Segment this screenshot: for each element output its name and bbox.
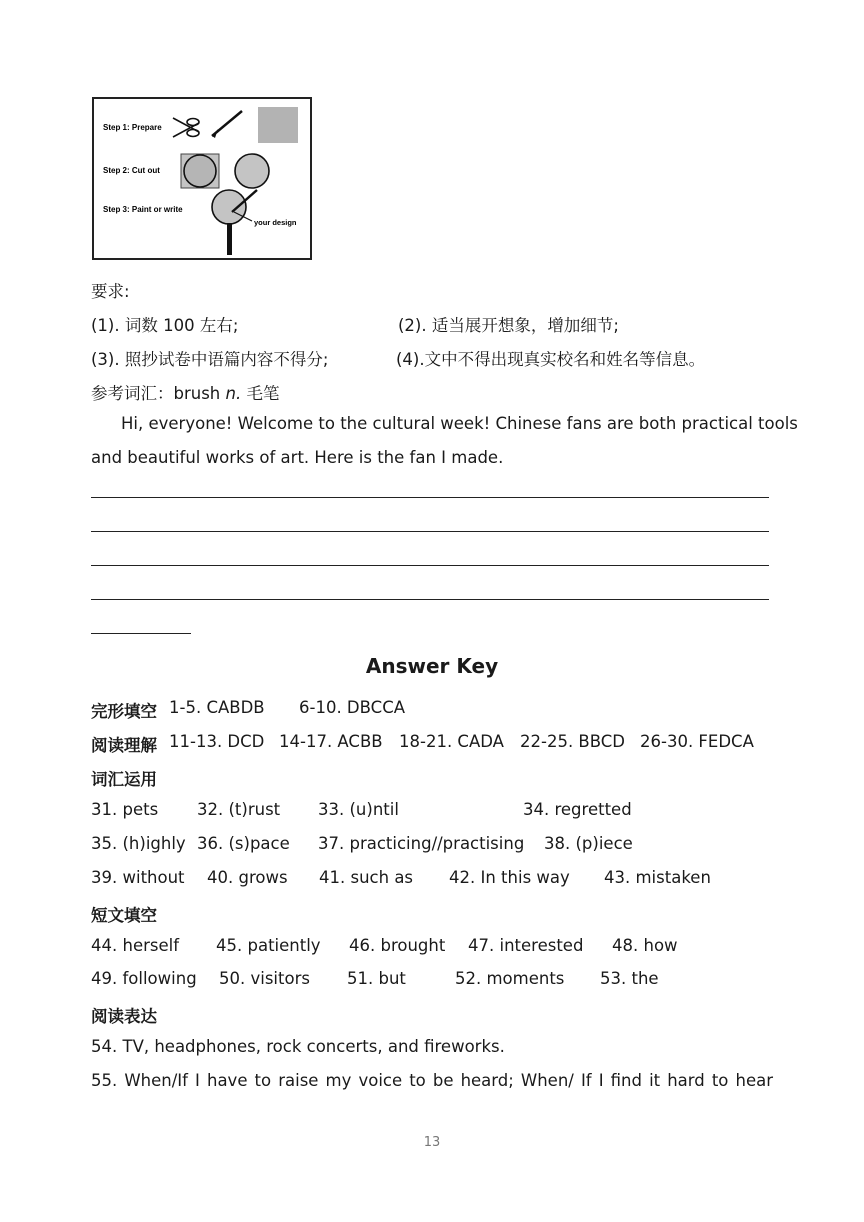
passage-answer: 46. brought — [349, 936, 446, 955]
vocab-answer: 35. (h)ighly — [91, 834, 186, 853]
vocab-answer: 37. practicing//practising — [318, 834, 525, 853]
brush-icon — [212, 111, 242, 138]
passage-answer: 44. herself — [91, 936, 180, 955]
design-label: your design — [254, 218, 297, 227]
writing-line[interactable] — [91, 531, 769, 532]
answer-55: 55. When/If I have to raise my voice to be heard; When/ If I find it hard to hear — [91, 1071, 773, 1090]
page-number: 13 — [423, 1135, 441, 1150]
cut-circles-icon — [181, 154, 269, 188]
passage-answer: 50. visitors — [219, 969, 310, 988]
vocab-answer: 41. such as — [319, 868, 414, 887]
writing-line[interactable] — [91, 497, 769, 498]
reading-answer: 26-30. FEDCA — [640, 732, 754, 751]
passage-answer: 53. the — [600, 969, 659, 988]
writing-line[interactable] — [91, 565, 769, 566]
vocab-hint-pos: n. — [225, 384, 242, 403]
vocab-answer: 36. (s)pace — [197, 834, 290, 853]
requirements-title: 要求: — [91, 282, 130, 301]
reading-answer: 22-25. BBCD — [520, 732, 626, 751]
vocab-answer: 43. mistaken — [604, 868, 711, 887]
vocab-hint — [91, 380, 279, 404]
vocab-answer: 38. (p)iece — [544, 834, 633, 853]
reading-answer: 14-17. ACBB — [279, 732, 383, 751]
answer-54: 54. TV, headphones, rock concerts, and fireworks. — [91, 1037, 505, 1056]
paper-icon — [258, 107, 298, 143]
intro-line-1: Hi, everyone! Welcome to the cultural week! Chinese fans are both practical tools — [121, 414, 798, 433]
passage-answer: 52. moments — [455, 969, 565, 988]
vocab-label: 词汇运用 — [91, 770, 157, 789]
requirement-3: (3). 照抄试卷中语篇内容不得分; — [91, 350, 329, 369]
expression-label: 阅读表达 — [91, 1007, 157, 1026]
passage-answer: 49. following — [91, 969, 197, 988]
requirement-1: (1). 词数 100 左右; — [91, 316, 239, 335]
step2-label: Step 2: Cut out — [103, 166, 160, 175]
reading-answer: 18-21. CADA — [399, 732, 504, 751]
scissors-icon — [173, 118, 199, 137]
vocab-answer: 31. pets — [91, 800, 159, 819]
vocab-answer: 32. (t)rust — [197, 800, 281, 819]
fan-steps-illustration — [94, 99, 310, 258]
step3-label: Step 3: Paint or write — [103, 205, 183, 214]
vocab-answer: 39. without — [91, 868, 185, 887]
fan-icon — [212, 190, 257, 255]
passage-answer: 51. but — [347, 969, 406, 988]
step1-label: Step 1: Prepare — [103, 123, 162, 132]
requirement-4: (4).文中不得出现真实校名和姓名等信息。 — [396, 350, 706, 369]
writing-line[interactable] — [91, 599, 769, 600]
passage-label: 短文填空 — [91, 906, 157, 925]
writing-line-short[interactable] — [91, 633, 191, 634]
vocab-answer: 40. grows — [207, 868, 288, 887]
reading-label: 阅读理解 — [91, 736, 157, 755]
vocab-hint-meaning: 毛笔 — [241, 384, 280, 403]
vocab-answer: 34. regretted — [523, 800, 632, 819]
passage-answer: 45. patiently — [216, 936, 321, 955]
cloze-answer: 1-5. CABDB — [169, 698, 265, 717]
passage-answer: 47. interested — [468, 936, 584, 955]
answer-key-title: Answer Key — [365, 654, 499, 678]
fan-steps-figure — [92, 97, 312, 260]
vocab-answer: 42. In this way — [449, 868, 570, 887]
cloze-label: 完形填空 — [91, 702, 157, 721]
passage-answer: 48. how — [612, 936, 678, 955]
requirement-2: (2). 适当展开想象，增加细节; — [398, 316, 619, 335]
reading-answer: 11-13. DCD — [169, 732, 265, 751]
vocab-answer: 33. (u)ntil — [318, 800, 399, 819]
vocab-hint-prefix: 参考词汇：brush — [91, 384, 226, 403]
intro-line-2: and beautiful works of art. Here is the fan I made. — [91, 448, 504, 467]
cloze-answer: 6-10. DBCCA — [299, 698, 406, 717]
